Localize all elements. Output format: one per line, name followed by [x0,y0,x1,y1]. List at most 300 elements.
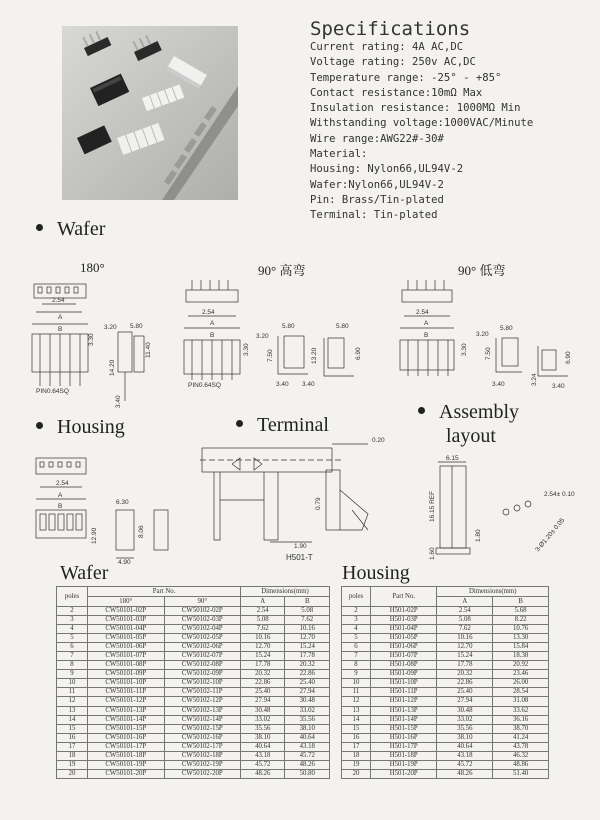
table-row [57,751,330,760]
bullet-icon [36,224,43,231]
table-row [342,706,549,715]
dim-label: B [58,503,63,510]
table-cell: CW50102-20P [164,769,241,778]
table-cell: CW50102-11P [164,688,241,697]
spec-line: Material: [310,148,368,161]
table-row [57,643,330,652]
specifications-list [310,40,533,224]
table-row [57,706,330,715]
table-cell: 10 [342,679,371,688]
wafer-180-label: 180° [80,260,105,275]
table-cell: 17 [342,742,371,751]
table-cell: 15.24 [241,652,285,661]
dim-label: 14.20 [109,359,116,376]
table-cell: CW50101-17P [88,742,165,751]
table-cell: 11 [342,688,371,697]
table-cell: 13 [57,706,88,715]
header-cell: poles [342,587,371,607]
table-cell: CW50101-06P [88,643,165,652]
header-cell: B [493,597,549,607]
table-cell: 45.72 [241,760,285,769]
header-cell: Dimensions(mm) [437,587,549,597]
table-cell: 15 [57,724,88,733]
wafer-table [56,586,330,779]
table-cell: 14 [57,715,88,724]
dim-label: B [424,332,429,339]
dim-label: 6.15 [446,455,459,462]
table-cell: CW50102-05P [164,634,241,643]
table-cell: 36.16 [493,715,549,724]
dim-label: PIN0.64SQ [188,382,221,389]
table-row [57,733,330,742]
table-cell: 40.64 [241,742,285,751]
header-cell: Part No. [371,587,437,607]
dim-label: A [424,320,429,327]
dim-label: 13.20 [311,347,318,364]
dim-label: 5.80 [282,323,295,330]
table-row [342,607,549,616]
wafer-table-title: Wafer [60,562,109,584]
wafer-90-high-label: 90° 高弯 [258,263,306,278]
table-cell: 50.80 [285,769,330,778]
housing-table-title: Housing [342,562,410,584]
table-cell: 43.78 [493,742,549,751]
table-cell: CW50102-02P [164,607,241,616]
table-cell: 18 [342,751,371,760]
table-cell: CW50101-15P [88,724,165,733]
table-row [57,697,330,706]
header-cell: 90° [164,597,241,607]
table-cell: 10 [57,679,88,688]
dim-label: B [210,332,215,339]
wafer-table-body [57,607,330,779]
dim-label: 3.20 [256,333,269,340]
housing-drawing [26,452,186,567]
table-cell: 19 [57,760,88,769]
table-cell: CW50102-10P [164,679,241,688]
table-row [342,679,549,688]
table-cell: 7.62 [285,616,330,625]
table-row [57,670,330,679]
dim-label: 2.54± 0.10 [544,491,575,498]
table-row [342,733,549,742]
table-cell: 2 [342,607,371,616]
dim-label: 7.50 [485,347,492,360]
dim-label: 16.15 REF [429,490,436,522]
table-cell: CW50102-09P [164,670,241,679]
table-cell: 22.86 [241,679,285,688]
dim-label: 3.30 [243,343,250,356]
table-row [57,661,330,670]
table-cell: 2.54 [437,607,493,616]
table-cell: 48.26 [437,769,493,778]
table-cell: 7 [342,652,371,661]
dim-label: PIN0.64SQ [36,388,69,395]
spec-line: Wafer:Nylon66,UL94V-2 [310,178,444,191]
table-row [342,643,549,652]
table-cell: 45.72 [437,760,493,769]
table-cell: 12.70 [285,634,330,643]
table-cell: H501-04P [371,625,437,634]
table-cell: CW50101-19P [88,760,165,769]
dim-label: A [58,314,63,321]
table-cell: H501-19P [371,760,437,769]
table-cell: 5.08 [241,616,285,625]
table-cell: 15.24 [437,652,493,661]
table-cell: 33.02 [437,715,493,724]
table-row [57,760,330,769]
table-cell: CW50102-03P [164,616,241,625]
table-cell: 18.38 [493,652,549,661]
spec-line: Contact resistance:10mΩ Max [310,86,483,99]
table-cell: 38.10 [241,733,285,742]
header-cell: Part No. [88,587,241,597]
table-cell: CW50102-18P [164,751,241,760]
table-cell: 20.92 [493,661,549,670]
table-cell: 30.48 [437,706,493,715]
terminal-heading: Terminal [236,414,329,437]
table-row [342,616,549,625]
spec-line: Housing: Nylon66,UL94V-2 [310,163,464,176]
table-cell: 22.86 [285,670,330,679]
spec-line: Voltage rating: 250v AC,DC [310,56,476,69]
table-cell: 20 [342,769,371,778]
header-cell: B [285,597,330,607]
dim-label: 4.90 [118,559,131,566]
bullet-icon [418,407,425,414]
dim-label: 3.40 [492,381,505,388]
table-row [57,634,330,643]
table-cell: H501-10P [371,679,437,688]
table-cell: 35.56 [241,724,285,733]
table-row [57,607,330,616]
table-cell: 10.16 [285,625,330,634]
dim-label: 3.24 [531,373,538,386]
spec-line: Pin: Brass/Tin-plated [310,193,444,206]
housing-table-body [342,607,549,779]
table-cell: 10.16 [241,634,285,643]
table-cell: 20 [57,769,88,778]
table-cell: H501-05P [371,634,437,643]
dim-label: 0.20 [372,437,385,444]
table-cell: 7.62 [437,625,493,634]
table-cell: 30.48 [285,697,330,706]
table-cell: 31.08 [493,697,549,706]
table-cell: 35.56 [285,715,330,724]
wafer-90-low-drawing [392,276,592,401]
table-row [57,616,330,625]
table-row [342,715,549,724]
table-cell: CW50101-04P [88,625,165,634]
dim-label: 3.20 [476,331,489,338]
table-row [57,652,330,661]
table-cell: 43.18 [437,751,493,760]
table-cell: 23.46 [493,670,549,679]
table-cell: 16 [342,733,371,742]
dim-label: 3.40 [552,383,565,390]
table-cell: 6 [57,643,88,652]
table-cell: CW50102-19P [164,760,241,769]
table-cell: 2.54 [241,607,285,616]
table-cell: 17.78 [241,661,285,670]
terminal-part-label: H501-T [286,553,313,562]
table-cell: H501-15P [371,724,437,733]
table-cell: 10.16 [437,634,493,643]
table-cell: 12 [342,697,371,706]
table-cell: 48.86 [493,760,549,769]
dim-label: 3.40 [115,395,122,408]
table-cell: CW50102-07P [164,652,241,661]
table-cell: 11 [57,688,88,697]
dim-label: A [210,320,215,327]
table-cell: 8.22 [493,616,549,625]
table-cell: 13.30 [493,634,549,643]
table-cell: H501-02P [371,607,437,616]
dim-label: 0.79 [315,497,322,510]
table-cell: H501-03P [371,616,437,625]
table-cell: 15.24 [285,643,330,652]
table-row [57,679,330,688]
table-cell: CW50102-15P [164,724,241,733]
table-cell: CW50102-14P [164,715,241,724]
table-cell: 25.40 [437,688,493,697]
dim-label: 5.80 [500,325,513,332]
table-cell: 18 [57,751,88,760]
table-cell: H501-12P [371,697,437,706]
dim-label: 11.40 [145,342,152,358]
table-cell: CW50101-03P [88,616,165,625]
table-cell: CW50101-07P [88,652,165,661]
table-cell: CW50101-09P [88,670,165,679]
table-row [342,670,549,679]
table-cell: 38.70 [493,724,549,733]
dim-label: 6.90 [565,351,572,364]
dim-label: 3.30 [88,333,95,346]
spec-line: Temperature range: -25° - +85° [310,71,502,84]
header-cell: Dimensions(mm) [241,587,330,597]
table-cell: H501-17P [371,742,437,751]
table-cell: CW50101-05P [88,634,165,643]
dim-label: 3-Ø1.20± 0.05 [534,516,567,554]
table-cell: 9 [57,670,88,679]
dim-label: B [58,326,63,333]
table-cell: H501-11P [371,688,437,697]
table-cell: 38.10 [285,724,330,733]
table-cell: 40.64 [437,742,493,751]
table-cell: CW50102-17P [164,742,241,751]
table-cell: CW50102-13P [164,706,241,715]
table-cell: 48.26 [241,769,285,778]
table-row [342,688,549,697]
table-row [342,661,549,670]
dim-label: 3.40 [276,381,289,388]
table-cell: 10.76 [493,625,549,634]
table-cell: 26.00 [493,679,549,688]
table-row [342,625,549,634]
table-cell: CW50101-20P [88,769,165,778]
connector-photo-illustration [62,26,238,200]
table-row [57,742,330,751]
table-cell: H501-08P [371,661,437,670]
table-cell: 16 [57,733,88,742]
dim-label: 2.54 [52,297,65,304]
table-cell: 35.56 [437,724,493,733]
table-row [57,769,330,778]
dim-label: 3.20 [104,324,117,331]
table-cell: CW50102-08P [164,661,241,670]
table-cell: 5.08 [437,616,493,625]
table-row [57,625,330,634]
table-cell: 41.24 [493,733,549,742]
table-cell: CW50101-10P [88,679,165,688]
table-cell: 38.10 [437,733,493,742]
table-cell: 33.02 [241,715,285,724]
table-cell: 22.86 [437,679,493,688]
wafer-90-low-label: 90° 低弯 [458,263,506,278]
header-cell: 180° [88,597,165,607]
table-cell: 12.70 [241,643,285,652]
dim-label: A [58,492,63,499]
wafer-90-high-drawing [178,276,388,401]
table-cell: CW50101-12P [88,697,165,706]
spec-line: Insulation resistance: 1000MΩ Min [310,102,521,115]
table-cell: 46.32 [493,751,549,760]
table-cell: 20.32 [285,661,330,670]
table-cell: 14 [342,715,371,724]
table-cell: 17 [57,742,88,751]
table-cell: 5 [57,634,88,643]
table-cell: 30.48 [241,706,285,715]
table-row [342,697,549,706]
table-cell: CW50102-16P [164,733,241,742]
table-cell: H501-13P [371,706,437,715]
table-row [342,751,549,760]
table-cell: CW50101-08P [88,661,165,670]
dim-label: 8.06 [138,525,145,538]
header-cell: poles [57,587,88,607]
table-cell: 33.02 [285,706,330,715]
table-cell: 45.72 [285,751,330,760]
table-cell: 25.40 [285,679,330,688]
assembly-heading: Assembly layout [418,400,519,448]
table-cell: 15.84 [493,643,549,652]
table-cell: 8 [57,661,88,670]
table-cell: 27.94 [437,697,493,706]
dim-label: 1.90 [294,543,307,550]
table-cell: 4 [57,625,88,634]
table-cell: 51.40 [493,769,549,778]
table-cell: 40.64 [285,733,330,742]
table-row [342,742,549,751]
header-cell: A [437,597,493,607]
table-cell: 6 [342,643,371,652]
housing-heading: Housing [36,416,125,439]
dim-label: 6.30 [116,499,129,506]
spec-line: Withstanding voltage:1000VAC/Minute [310,117,534,130]
spec-line: Wire range:AWG22#-30# [310,132,444,145]
dim-label: 1.80 [475,529,482,542]
table-cell: 19 [342,760,371,769]
table-cell: 3 [57,616,88,625]
table-cell: 4 [342,625,371,634]
table-cell: 5.08 [285,607,330,616]
header-cell: A [241,597,285,607]
assembly-drawing [424,452,594,567]
table-cell: 27.94 [241,697,285,706]
table-cell: H501-09P [371,670,437,679]
wafer-180-drawing [22,276,162,411]
table-cell: 33.62 [493,706,549,715]
table-cell: 48.26 [285,760,330,769]
wafer-heading: Wafer [36,218,105,241]
table-cell: CW50101-18P [88,751,165,760]
table-row [342,760,549,769]
table-cell: 5.68 [493,607,549,616]
table-cell: 17.78 [285,652,330,661]
table-cell: 25.40 [241,688,285,697]
table-row [342,634,549,643]
dim-label: 3.30 [461,343,468,356]
table-cell: H501-16P [371,733,437,742]
spec-line: Terminal: Tin-plated [310,209,438,222]
table-row [57,715,330,724]
dim-label: 12.90 [91,527,98,544]
table-cell: 27.94 [285,688,330,697]
table-row [342,724,549,733]
table-cell: 12.70 [437,643,493,652]
specifications-title: Specifications [310,18,471,40]
table-cell: H501-06P [371,643,437,652]
table-cell: 15 [342,724,371,733]
table-cell: CW50102-06P [164,643,241,652]
table-cell: CW50101-13P [88,706,165,715]
table-cell: 7.62 [241,625,285,634]
dim-label: 7.50 [267,349,274,362]
table-cell: 28.54 [493,688,549,697]
housing-table [341,586,549,779]
table-cell: 17.78 [437,661,493,670]
dim-label: 2.54 [56,480,69,487]
bullet-icon [236,420,243,427]
table-row [342,769,549,778]
table-cell: 43.18 [241,751,285,760]
dim-label: 3.40 [302,381,315,388]
dim-label: 2.54 [416,309,429,316]
table-cell: H501-14P [371,715,437,724]
table-cell: 3 [342,616,371,625]
table-cell: 7 [57,652,88,661]
table-cell: CW50102-04P [164,625,241,634]
table-cell: 20.32 [437,670,493,679]
table-cell: CW50101-14P [88,715,165,724]
dim-label: 2.54 [202,309,215,316]
table-row [57,724,330,733]
table-cell: CW50101-16P [88,733,165,742]
table-cell: CW50101-02P [88,607,165,616]
table-cell: H501-18P [371,751,437,760]
table-cell: CW50101-11P [88,688,165,697]
dim-label: 5.80 [336,323,349,330]
table-cell: 8 [342,661,371,670]
table-cell: 9 [342,670,371,679]
dim-label: 6.90 [355,347,362,360]
dim-label: 1.60 [429,547,436,560]
table-row [57,688,330,697]
table-cell: 2 [57,607,88,616]
table-cell: 12 [57,697,88,706]
table-cell: CW50102-12P [164,697,241,706]
table-cell: 13 [342,706,371,715]
